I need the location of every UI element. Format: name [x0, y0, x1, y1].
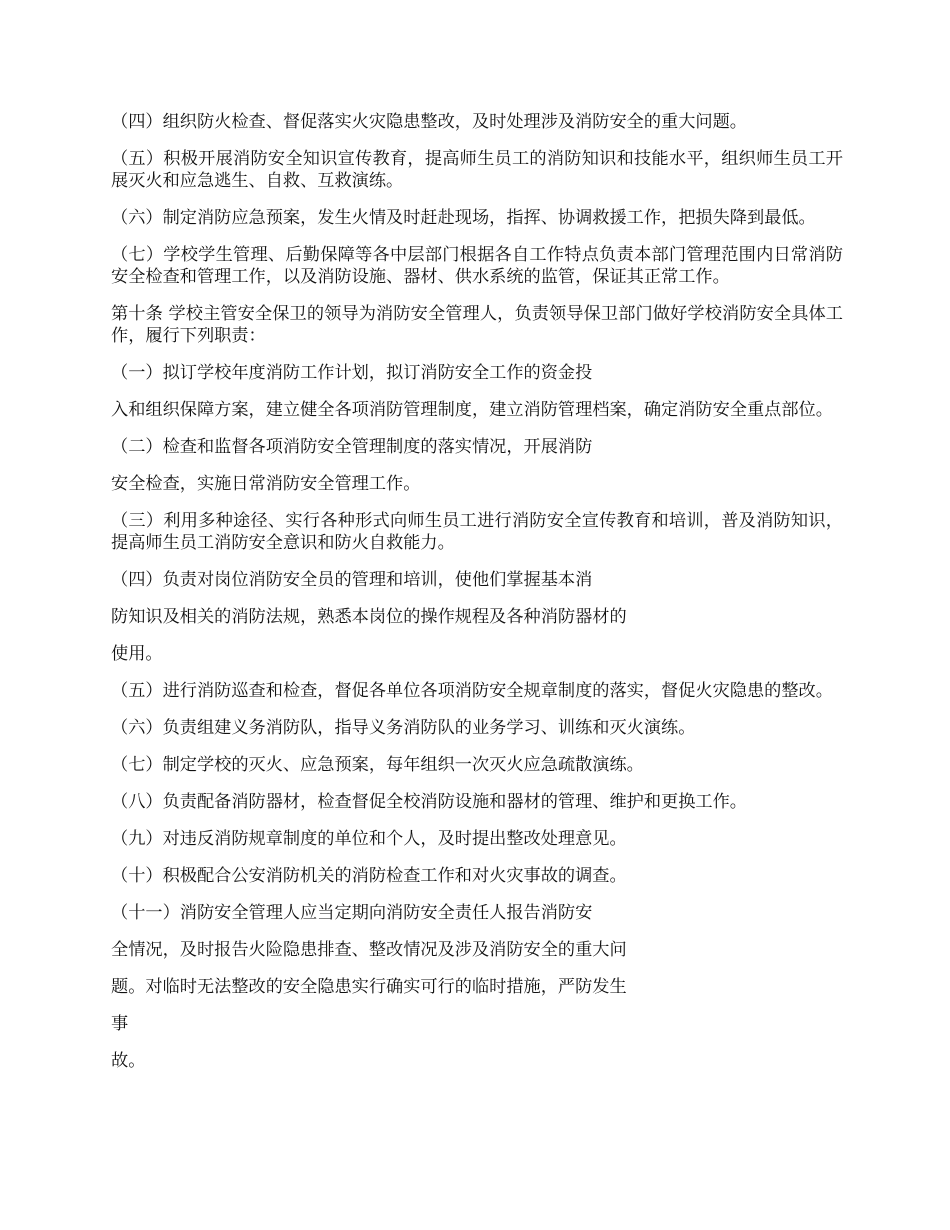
paragraph-2: （五）积极开展消防安全知识宣传教育，提高师生员工的消防知识和技能水平，组织师生员工开展灭火和应急逃生、自救、互救演练。: [111, 149, 843, 191]
paragraph-4: （七）学校学生管理、后勤保障等各中层部门根据各自工作特点负责本部门管理范围内日常消防安全检查和管理工作，以及消防设施、器材、供水系统的监管，保证其正常工作。: [111, 245, 843, 287]
paragraph-11: （四）负责对岗位消防安全员的管理和培训，使他们掌握基本消: [111, 570, 593, 590]
paragraph-1: （四）组织防火检查、督促落实火灾隐患整改，及时处理涉及消防安全的重大问题。: [111, 112, 747, 132]
paragraph-8: （二）检查和监督各项消防安全管理制度的落实情况，开展消防: [111, 437, 593, 457]
paragraph-19: （十）积极配合公安消防机关的消防检查工作和对火灾事故的调查。: [111, 866, 627, 886]
paragraph-12: 防知识及相关的消防法规，熟悉本岗位的操作规程及各种消防器材的: [111, 607, 627, 627]
document-body: [111, 111, 843, 1087]
paragraph-9: 安全检查，实施日常消防安全管理工作。: [111, 474, 421, 494]
paragraph-17: （八）负责配备消防器材，检查督促全校消防设施和器材的管理、维护和更换工作。: [111, 792, 747, 812]
paragraph-15: （六）负责组建义务消防队，指导义务消防队的业务学习、训练和灭火演练。: [111, 718, 696, 738]
paragraph-14: （五）进行消防巡查和检查，督促各单位各项消防安全规章制度的落实，督促火灾隐患的整改。: [111, 681, 833, 701]
paragraph-24: 故。: [111, 1051, 146, 1071]
paragraph-6: （一）拟订学校年度消防工作计划，拟订消防安全工作的资金投: [111, 363, 593, 383]
paragraph-22: 题。对临时无法整改的安全隐患实行确实可行的临时措施，严防发生: [111, 977, 627, 997]
paragraph-16: （七）制定学校的灭火、应急预案，每年组织一次灭火应急疏散演练。: [111, 755, 644, 775]
paragraph-18: （九）对违反消防规章制度的单位和个人，及时提出整改处理意见。: [111, 829, 627, 849]
paragraph-23: 事: [111, 1014, 129, 1034]
paragraph-20: （十一）消防安全管理人应当定期向消防安全责任人报告消防安: [111, 903, 593, 923]
paragraph-7: 入和组织保障方案，建立健全各项消防管理制度，建立消防管理档案，确定消防安全重点部位。: [111, 400, 833, 420]
paragraph-3: （六）制定消防应急预案，发生火情及时赶赴现场，指挥、协调救援工作，把损失降到最低。: [111, 208, 816, 228]
article-10-heading: 第十条 学校主管安全保卫的领导为消防安全管理人，负责领导保卫部门做好学校消防安全具体工作，履行下列职责：: [111, 304, 843, 346]
paragraph-21: 全情况，及时报告火险隐患排查、整改情况及涉及消防安全的重大问: [111, 940, 627, 960]
paragraph-13: 使用。: [111, 644, 163, 664]
paragraph-10: （三）利用多种途径、实行各种形式向师生员工进行消防安全宣传教育和培训，普及消防知识，提高师生员工消防安全意识和防火自救能力。: [111, 511, 843, 553]
